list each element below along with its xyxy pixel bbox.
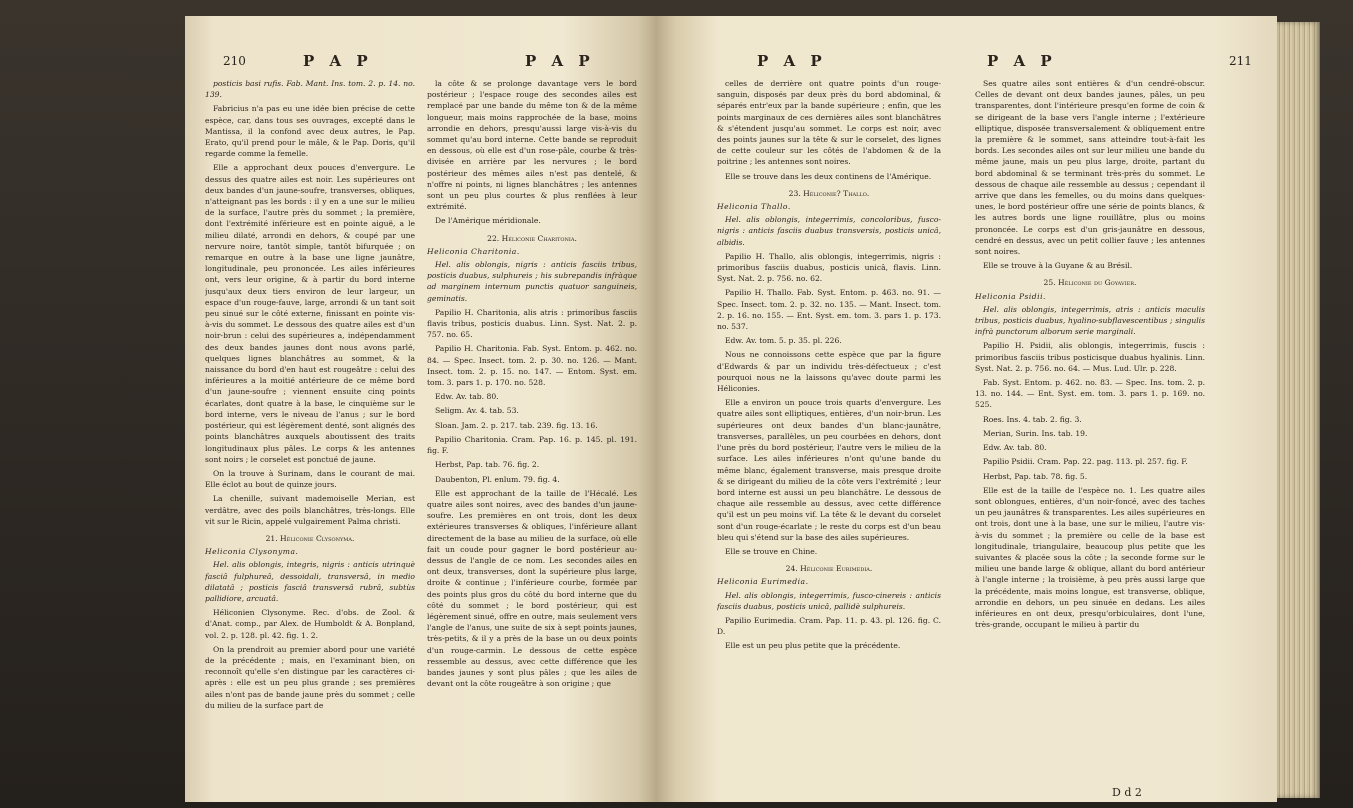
right-running-head-a: P A P (757, 52, 827, 70)
paragraph: Roes. Ins. 4. tab. 2. fig. 3. (983, 414, 1082, 424)
paragraph: Edw. Av. tom. 5. p. 35. pl. 226. (725, 336, 842, 346)
paragraph: Hel. alis oblongis, nigris : anticis fasciis tribus, posticis duabus, sulphureis ; his subrepandis infràque ad marginem internum punctis quatuor sanguineis, geminatis. (427, 260, 637, 303)
paragraph: Herbst, Pap. tab. 76. fig. 2. (435, 460, 540, 470)
paragraph: Elle se trouve en Chine. (725, 546, 818, 556)
section-heading: 23. Héliconie? Thallo. (788, 188, 870, 198)
paragraph: Elle est un peu plus petite que la précédente. (725, 641, 901, 651)
open-book (185, 16, 1320, 802)
left-column-1 (205, 78, 415, 792)
paragraph: Edw. Av. tab. 80. (435, 392, 499, 402)
section-heading: 22. Héliconie Charitonia. (487, 233, 577, 243)
paragraph: Hel. alis oblongis, integerrimis, concoloribus, fusco-nigris : anticis fasciis duabus transversis, posticis unicâ, albidis. (717, 215, 941, 247)
species-name: Heliconia Charitonia. (427, 246, 520, 256)
paragraph: Papilio H. Psidii, alis oblongis, integerrimis, fuscis : primoribus fasciis tribus posticisque duabus hyalinis. Linn. Syst. Nat. 2. p. 756. no. 64. — Mus. Lud. Ulr. p. 228. (975, 341, 1205, 373)
species-name: Heliconia Psidii. (975, 291, 1046, 301)
left-page-number: 210 (223, 54, 246, 68)
paragraph: Fab. Syst. Entom. p. 462. no. 83. — Spec. Ins. tom. 2. p. 13. no. 144. — Ent. Syst. em. tom. 3. pars 1. p. 169. no. 525. (975, 378, 1205, 410)
right-column-1 (717, 78, 941, 792)
paragraph: la côte & se prolonge davantage vers le bord postérieur ; l'espace rouge des secondes ailes est remplacé par une bande du même ton & de la même longueur, mais moins rapprochée de la base, moins arrondie en dehors, presqu'aussi large vis-à-vis du sommet qu'au bord interne. Cette bande se reproduit en dessous, où elle est d'un rose-pâle, courbe & très-divisée en arrière par les nervures ; le bord postérieur des mêmes ailes n'est pas dentelé, & n'offre ni points, ni lignes blanchâtres ; les antennes sont un peu plus courtes & plus renflées à leur extrémité. (427, 79, 637, 212)
paragraph: Elle est approchant de la taille de l'Hécalé. Les quatre ailes sont noires, avec des bandes d'un jaune-soufre. Les premières en ont trois, dont les deux extérieures transverses & obliques, l'inférieure allant directement de la base au milieu de la surface, où elle fait un coude pour gagner le bord postérieur au-dessus de l'angle de ce nom. Les secondes ailes en ont deux, transverses, dont la supérieure plus large, droite & continue ; l'inférieure courbe, formée par des points plus gros du côté du bord interne que du côté du sommet ; le bord postérieur, qui est légèrement sinué, offre en outre, mais seulement vers l'angle de l'anus, une suite de six à sept points jaunes, très-petits, & il y a près de la base un ou deux points d'un rouge-carmin. Le dessous de cette espèce ressemble au dessus, avec cette différence que les bandes jaunes y sont plus pâles ; que les ailes de devant ont la côte rougeâtre à son origine ; que (427, 488, 637, 689)
paragraph: Papilio Charitonia. Cram. Pap. 16. p. 145. pl. 191. fig. F. (427, 434, 637, 456)
paragraph: On la trouve à Surinam, dans le courant de mai. Elle éclot au bout de quinze jours. (205, 468, 415, 490)
paragraph: La chenille, suivant mademoiselle Merian, est verdâtre, avec des poils blanchâtres, très-longs. Elle vit sur le Ricin, appelé vulgairement Palma christi. (205, 494, 415, 526)
paragraph: De l'Amérique méridionale. (435, 216, 541, 226)
right-page (657, 16, 1277, 802)
species-name: Heliconia Thallo. (717, 202, 791, 212)
paragraph: celles de derrière ont quatre points d'un rouge-sanguin, disposés par deux près du bord abdominal, & séparés entr'eux par la bande supérieure ; enfin, que les points marginaux de ces dernières ailes sont blanchâtres & s'étendent jusqu'au sommet. Le corps est noir, avec des points jaunes sur la tête & sur le corselet, des lignes de cette couleur sur les côtés de l'abdomen & de la poitrine ; les antennes sont noires. (717, 79, 941, 167)
paragraph: Elle a environ un pouce trois quarts d'envergure. Les quatre ailes sont elliptiques, entières, d'un noir-brun. Les supérieures ont deux bandes d'un blanc-jaunâtre, transverses, parallèles, un peu courbées en dehors, dont l'une près du bord postérieur, l'autre vers le milieu de la surface. Les ailes inférieures n'ont qu'une bande du même blanc, également transverse, mais presque droite & se dirigeant du milieu de la côte vers l'extrémité ; leur bord interne est aussi un peu blanchâtre. Le dessous de chaque aile ressemble au dessus, avec cette différence qu'il est un peu moins vif. La tête & le devant du corselet sont d'un rouge-écarlate ; le reste du corps est d'un beau bleu qui s'étend sur la base des ailes supérieures. (717, 398, 941, 542)
paragraph: Merian, Surin. Ins. tab. 19. (983, 428, 1088, 438)
paragraph: Elle se trouve dans les deux continens de l'Amérique. (725, 171, 932, 181)
paragraph: Papilio Psidii. Cram. Pap. 22. pag. 113. pl. 257. fig. F. (983, 457, 1188, 467)
paragraph: Elle a approchant deux pouces d'envergure. Le dessus des quatre ailes est noir. Les supérieures ont deux bandes d'un jaune-soufre, transverses, obliques, n'atteignant pas les bords : il y en a une sur le milieu de la surface, l'autre près du sommet ; la première, dont l'extrémité inférieure est en pointe aiguë, a le milieu dilaté, arrondi en dehors, & coupé par une nervure noire, tantôt simple, tantôt bifurquée ; on remarque en outre à la base une ligne jaunâtre, longitudinale, peu prononcée. Les ailes inférieures ont, vers leur origine, & à partir du bord interne jusqu'aux deux tiers environ de leur largeur, un espace d'un rouge-fauve, large, arrondi & un tant soit peu sinué sur le côté externe, finissant en pointe vis-à-vis du sommet. Le dessous des quatre ailes est d'un noir-brun : celui des supérieures a, indépendamment des deux bandes jaunes dont nous avons parlé, quelques lignes blanchâtres au sommet, & la naissance du bord d'en haut est rougeâtre : celui des inférieures a la moitié antérieure de ce même bord d'un jaune-soufre ; viennent ensuite cinq points écarlates, dont quatre à la base, le cinquième sur le bord interne, vers le niveau de l'anus ; sur le bord postérieur, qui est légèrement denté, sont alignés des points blanchâtres auxquels aboutissent des traits longitudinaux plus pâles. Le corps & les antennes sont noirs ; le corselet est ponctué de jaune. (205, 163, 415, 464)
paragraph: Papilio Eurimedia. Cram. Pap. 11. p. 43. pl. 126. fig. C. D. (717, 615, 941, 637)
right-page-number: 211 (1229, 54, 1252, 68)
paragraph: Edw. Av. tab. 80. (983, 443, 1047, 453)
paragraph: Herbst, Pap. tab. 78. fig. 5. (983, 471, 1088, 481)
paragraph: Daubenton, Pl. enlum. 79. fig. 4. (435, 474, 560, 484)
species-name: Heliconia Eurimedia. (717, 577, 809, 587)
right-running-head-b: P A P (987, 52, 1057, 70)
section-heading: 24. Héliconie Eurimedia. (785, 564, 873, 574)
paragraph: Hel. alis oblongis, integerrimis, atris : anticis maculis tribus, posticis duabus, hyalino-subflavescentibus ; singulis infrà punctorum alborum serie marginali. (975, 304, 1205, 337)
left-running-head-a: P A P (303, 52, 373, 70)
paragraph: Papilio H. Charitonia, alis atris : primoribus fasciis flavis tribus, posticis duabus. Linn. Syst. Nat. 2. p. 757. no. 65. (427, 307, 637, 340)
paragraph: Hel. alis oblongis, integris, nigris : anticis utrinquè fasciâ fulphureâ, dessoidali, transversâ, in medio dilatatâ ; posticis fasciâ transversâ rubrâ, subtùs pallidiore, arcuatâ. (205, 560, 415, 603)
paragraph: Papilio H. Thallo. Fab. Syst. Entom. p. 463. no. 91. — Spec. Insect. tom. 2. p. 32. no. 135. — Mant. Insect. tom. 2. p. 16. no. 155. — Ent. Syst. em. tom. 3. pars 1. p. 173. no. 537. (717, 288, 941, 332)
right-column-2 (975, 78, 1205, 792)
paragraph: Papilio H. Thallo, alis oblongis, integerrimis, nigris : primoribus fasciis duabus, posticis unicâ, flavis. Linn. Syst. Nat. 2. p. 756. no. 62. (717, 251, 941, 284)
paragraph: Nous ne connoissons cette espèce que par la figure d'Edwards & par un individu très-défectueux ; c'est pourquoi nous ne la laissons qu'avec doute parmi les Héliconies. (717, 350, 941, 394)
paragraph: Seligm. Av. 4. tab. 53. (435, 406, 519, 416)
signature-mark: D d 2 (1112, 786, 1142, 799)
left-page (185, 16, 657, 802)
left-running-head-b: P A P (525, 52, 595, 70)
paragraph: Héliconien Clysonyme. Rec. d'obs. de Zool. & d'Anat. comp., par Alex. de Humboldt & A. Bonpland, vol. 2. p. 128. pl. 42. fig. 1. 2. (205, 608, 415, 640)
species-name: Heliconia Clysonyma. (205, 547, 299, 557)
section-heading: 21. Héliconie Clysonyma. (265, 533, 355, 543)
paragraph: posticis basi rufis. Fab. Mant. Ins. tom. 2. p. 14. no. 139. (205, 79, 415, 100)
paragraph: Fabricius n'a pas eu une idée bien précise de cette espèce, car, dans tous ses ouvrages, excepté dans le Mantissa, il la confond avec deux autres, le Pap. Erato, qu'il prend pour le mâle, & le Pap. Doris, qu'il regarde comme la femelle. (205, 104, 415, 159)
paragraph: Elle se trouve à la Guyane & au Brésil. (983, 261, 1133, 271)
paragraph: Elle est de la taille de l'espèce no. 1. Les quatre ailes sont oblongues, entières, d'un noir-foncé, avec des taches un peu jaunâtres & transparentes. Les ailes supérieures en ont trois, dont une à la base, une sur le milieu, l'autre vis-à-vis du sommet ; la première ou celle de la base est longitudinale, triangulaire, beaucoup plus petite que les suivantes & placée sous la côte ; la seconde forme sur le milieu une bande large & oblique, allant du bord antérieur à l'angle interne ; la troisième, à peu près aussi large que la précédente, mais moins longue, est transverse, oblique, arrondie en dehors, un peu sinuée en dedans. Les ailes inférieures en ont deux, presqu'orbiculaires, dont l'une, très-grande, occupant le milieu à partir du (975, 485, 1205, 630)
section-heading: 25. Héliconie du Goyavier. (1043, 278, 1137, 288)
left-column-2 (427, 78, 637, 792)
paragraph: Hel. alis oblongis, integerrimis, fusco-cinereis : anticis fasciis duabus, posticis unicâ, pallidè sulphureis. (717, 590, 941, 611)
paragraph: Ses quatre ailes sont entières & d'un cendré-obscur. Celles de devant ont deux bandes jaunes, pâles, un peu transparentes, dont l'intérieure presqu'en forme de coin & se dirigeant de la base vers l'angle interne ; l'extérieure elliptique, disposée transversalement & obliquement entre la première & le sommet, sans atteindre tout-à-fait les bords. Les secondes ailes ont sur leur milieu une bande du même jaune, mais un peu plus large, droite, partant du bord abdominal & se terminant très-près du sommet. Le dessous de chaque aile ressemble au dessus ; cependant il arrive que dans les femelles, ou du moins dans quelques-unes, le bord postérieur offre une série de points blancs, & les autres bords une ligne rouillâtre, plus ou moins prononcée. Le corps est d'un gris-jaunâtre en dessous, cendré en dessus, avec un petit collier fauve ; les antennes sont noires. (975, 79, 1205, 257)
paragraph: Sloan. Jam. 2. p. 217. tab. 239. fig. 13. 16. (435, 420, 598, 430)
paragraph: Papilio H. Charitonia. Fab. Syst. Entom. p. 462. no. 84. — Spec. Insect. tom. 2. p. 30. no. 126. — Mant. Insect. tom. 2. p. 15. no. 147. — Entom. Syst. em. tom. 3. pars 1. p. 170. no. 528. (427, 344, 637, 388)
page-edges (1277, 22, 1320, 798)
paragraph: On la prendroit au premier abord pour une variété de la précédente ; mais, en l'examinant bien, on reconnoît qu'elle s'en distingue par les caractères ci-après : elle est un peu plus grande ; ses premières ailes n'ont pas de bande jaune près du sommet ; celle du milieu de la surface part de (205, 644, 415, 710)
